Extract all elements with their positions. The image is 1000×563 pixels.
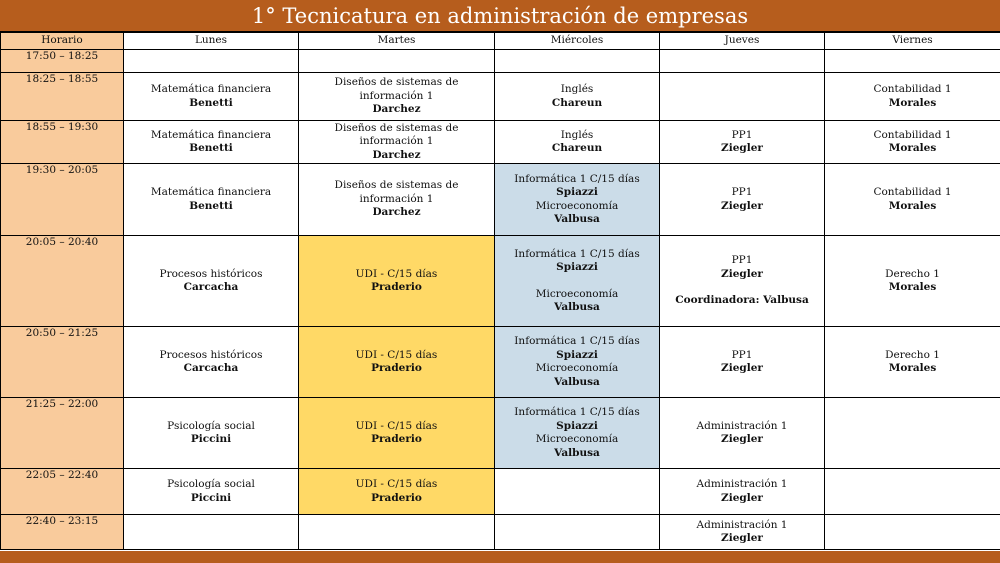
title-text: 1° Tecnicatura en administración de empresas — [251, 3, 749, 28]
teacher-name: Ziegler — [721, 199, 763, 212]
cell-martes — [299, 236, 495, 327]
teacher-name: Ziegler — [721, 532, 763, 544]
teacher-name: Ziegler — [721, 433, 763, 445]
subject-name: Diseños de sistemas de información 1 — [334, 76, 459, 102]
cell-viernes — [825, 398, 1000, 469]
cell-lunes — [124, 121, 299, 164]
cell-miercoles — [495, 236, 660, 327]
subject-name: PP1 — [731, 128, 753, 141]
cell-jueves — [660, 121, 825, 164]
teacher-name: Benetti — [189, 142, 233, 154]
teacher-name: Benetti — [189, 96, 233, 109]
subject-name: Informática 1 C/15 días — [514, 406, 640, 418]
table-row — [1, 515, 1000, 550]
cell-viernes — [825, 515, 1000, 550]
cell-jueves — [660, 398, 825, 469]
teacher-name: Carcacha — [183, 362, 239, 374]
cell-jueves — [660, 515, 825, 550]
subject-name: Informática 1 C/15 días — [514, 247, 640, 260]
teacher-name-2: Valbusa — [554, 213, 600, 225]
page-title — [0, 0, 1000, 32]
cell-viernes — [825, 73, 1000, 121]
subject-name: PP1 — [731, 348, 753, 361]
cell-martes — [299, 469, 495, 515]
cell-viernes — [825, 164, 1000, 236]
spacer — [662, 281, 822, 294]
teacher-name: Darchez — [372, 148, 421, 161]
cell-lunes — [124, 236, 299, 327]
cell-miercoles — [495, 50, 660, 73]
subject-name: Matemática financiera — [150, 128, 272, 141]
teacher-name: Ziegler — [721, 142, 763, 154]
header-jueves: Jueves — [660, 33, 825, 50]
cell-miercoles — [495, 515, 660, 550]
cell-miercoles — [495, 327, 660, 398]
subject-name: Informática 1 C/15 días — [514, 335, 640, 347]
header-lunes: Lunes — [124, 33, 299, 50]
time-cell: 21:25 – 22:00 — [1, 398, 124, 469]
cell-miercoles — [495, 164, 660, 236]
teacher-name: Praderio — [371, 281, 422, 293]
subject-name: Administración 1 — [696, 518, 788, 531]
subject-name: Contabilidad 1 — [873, 186, 952, 198]
cell-viernes — [825, 469, 1000, 515]
teacher-name: Chareun — [551, 96, 603, 109]
header-row — [1, 33, 1000, 50]
time-cell: 22:40 – 23:15 — [1, 515, 124, 550]
cell-martes — [299, 398, 495, 469]
teacher-name: Praderio — [371, 491, 422, 504]
teacher-name: Morales — [888, 199, 937, 212]
time-cell: 18:55 – 19:30 — [1, 121, 124, 164]
table-row — [1, 236, 1000, 327]
cell-jueves — [660, 164, 825, 236]
table-row — [1, 398, 1000, 469]
subject-name-2: Microeconomía — [535, 362, 619, 374]
cell-jueves — [660, 73, 825, 121]
cell-viernes — [825, 236, 1000, 327]
cell-lunes — [124, 50, 299, 73]
teacher-name-2: Valbusa — [554, 301, 600, 313]
teacher-name: Ziegler — [721, 491, 763, 504]
teacher-name: Darchez — [372, 206, 421, 219]
cell-lunes — [124, 515, 299, 550]
table-row — [1, 121, 1000, 164]
cell-lunes — [124, 469, 299, 515]
cell-martes — [299, 121, 495, 164]
teacher-name: Darchez — [372, 103, 421, 116]
time-cell: 18:25 – 18:55 — [1, 73, 124, 121]
subject-name: UDI - C/15 días — [355, 419, 438, 432]
cell-miercoles — [495, 73, 660, 121]
footer-bar — [0, 551, 1000, 563]
subject-name: Derecho 1 — [885, 267, 940, 280]
cell-viernes — [825, 121, 1000, 164]
cell-viernes — [825, 327, 1000, 398]
teacher-name: Spiazzi — [556, 348, 598, 361]
header-miercoles: Miércoles — [495, 33, 660, 50]
subject-name: Informática 1 C/15 días — [514, 172, 640, 185]
subject-name: Inglés — [560, 83, 594, 95]
subject-name: Psicología social — [167, 419, 255, 432]
coordinator-note: Coordinadora: Valbusa — [675, 294, 809, 307]
subject-name: Diseños de sistemas de información 1 — [334, 179, 459, 205]
cell-viernes — [825, 50, 1000, 73]
time-cell: 20:50 – 21:25 — [1, 327, 124, 398]
cell-martes — [299, 515, 495, 550]
cell-miercoles — [495, 398, 660, 469]
spacer — [497, 275, 657, 288]
table-row — [1, 469, 1000, 515]
teacher-name: Praderio — [371, 362, 422, 374]
cell-lunes — [124, 398, 299, 469]
teacher-name: Morales — [888, 96, 937, 109]
teacher-name: Ziegler — [721, 362, 763, 374]
time-cell: 19:30 – 20:05 — [1, 164, 124, 236]
subject-name: Contabilidad 1 — [873, 128, 952, 141]
subject-name-2: Microeconomía — [535, 199, 619, 212]
teacher-name: Morales — [888, 281, 937, 293]
schedule-table — [0, 32, 1000, 550]
table-row — [1, 73, 1000, 121]
subject-name: Matemática financiera — [150, 186, 272, 198]
subject-name: Inglés — [560, 128, 594, 141]
teacher-name: Spiazzi — [556, 186, 598, 198]
header-horario: Horario — [1, 33, 124, 50]
subject-name: PP1 — [731, 254, 753, 267]
header-martes: Martes — [299, 33, 495, 50]
cell-jueves — [660, 327, 825, 398]
subject-name: PP1 — [731, 186, 753, 198]
subject-name: Psicología social — [167, 478, 255, 490]
subject-name: Diseños de sistemas de información 1 — [334, 121, 459, 148]
teacher-name: Chareun — [551, 142, 603, 154]
teacher-name: Benetti — [189, 199, 233, 212]
teacher-name: Morales — [888, 142, 937, 154]
subject-name: UDI - C/15 días — [355, 348, 438, 361]
cell-martes — [299, 73, 495, 121]
cell-jueves — [660, 50, 825, 73]
subject-name: Procesos históricos — [159, 267, 263, 280]
table-row — [1, 327, 1000, 398]
cell-jueves — [660, 236, 825, 327]
subject-name: Administración 1 — [696, 419, 788, 432]
teacher-name: Spiazzi — [556, 261, 598, 273]
cell-martes — [299, 164, 495, 236]
cell-jueves — [660, 469, 825, 515]
time-cell: 22:05 – 22:40 — [1, 469, 124, 515]
subject-name-2: Microeconomía — [535, 433, 619, 445]
time-cell: 17:50 – 18:25 — [1, 50, 124, 73]
header-viernes: Viernes — [825, 33, 1000, 50]
time-cell: 20:05 – 20:40 — [1, 236, 124, 327]
subject-name: Contabilidad 1 — [873, 83, 952, 95]
subject-name: Administración 1 — [696, 478, 788, 490]
subject-name: Procesos históricos — [159, 348, 263, 361]
teacher-name: Morales — [888, 362, 937, 374]
cell-lunes — [124, 73, 299, 121]
cell-miercoles — [495, 469, 660, 515]
teacher-name: Praderio — [371, 433, 422, 445]
teacher-name: Piccini — [190, 433, 232, 445]
subject-name: UDI - C/15 días — [355, 478, 438, 490]
teacher-name: Spiazzi — [556, 419, 598, 432]
teacher-name: Piccini — [190, 491, 232, 504]
cell-miercoles — [495, 121, 660, 164]
cell-lunes — [124, 327, 299, 398]
teacher-name: Carcacha — [183, 281, 239, 293]
teacher-name: Ziegler — [721, 267, 763, 280]
teacher-name-2: Valbusa — [554, 375, 600, 388]
subject-name-2: Microeconomía — [535, 287, 619, 300]
cell-martes — [299, 50, 495, 73]
subject-name: Matemática financiera — [150, 83, 272, 95]
table-row — [1, 164, 1000, 236]
subject-name: UDI - C/15 días — [355, 267, 438, 280]
cell-martes — [299, 327, 495, 398]
cell-lunes — [124, 164, 299, 236]
teacher-name-2: Valbusa — [554, 446, 600, 459]
subject-name: Derecho 1 — [885, 348, 940, 361]
table-row — [1, 50, 1000, 73]
